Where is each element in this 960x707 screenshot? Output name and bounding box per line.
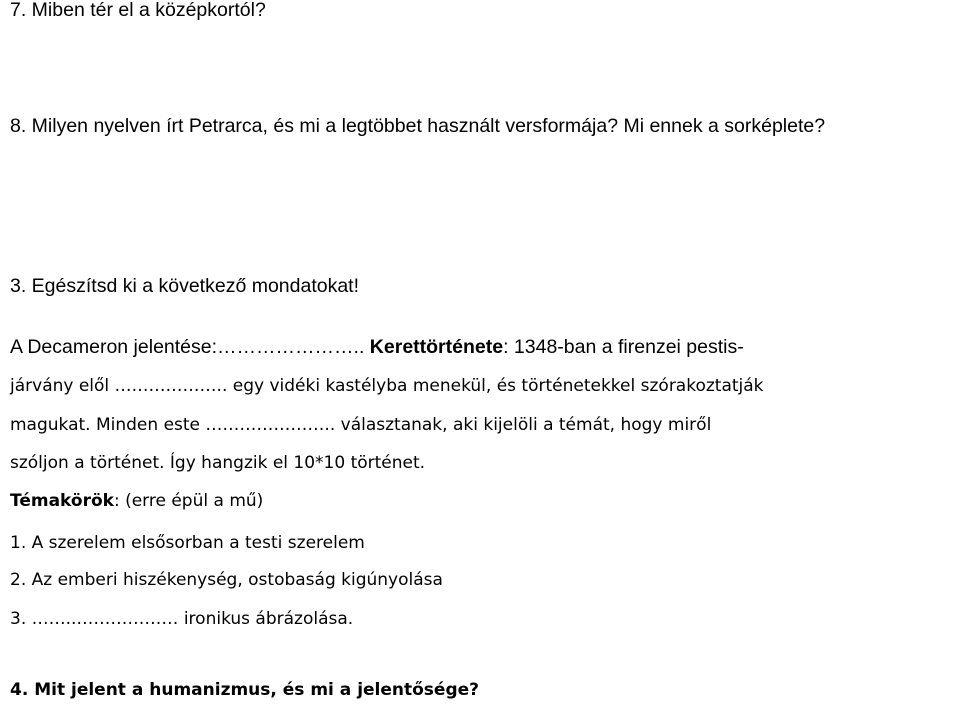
frame-story-label: Kerettörténete	[369, 336, 504, 358]
topic-item-1: 1. A szerelem elsősorban a testi szerelem	[10, 533, 365, 553]
frame-story-text: : 1348-ban a firenzei pestis-	[503, 336, 744, 358]
topic-item-3: 3. ……..……………… ironikus ábrázolása.	[10, 609, 354, 629]
topics-note: : (erre épül a mű)	[113, 491, 264, 511]
question-4: 4. Mit jelent a humanizmus, és mi a jelentősége?	[10, 680, 480, 700]
task-3-line-1	[10, 335, 744, 359]
task-3-line-2: járvány elől ……………….. egy vidéki kastélyba menekül, és történetekkel szórakoztatják	[10, 376, 764, 396]
topic-item-2: 2. Az emberi hiszékenység, ostobaság kigúnyolása	[10, 570, 443, 590]
task-3-title: 3. Egészítsd ki a következő mondatokat!	[10, 275, 360, 297]
topics-heading	[10, 489, 263, 513]
decameron-meaning-text: A Decameron jelentése:…………………..	[10, 336, 370, 358]
topics-label: Témakörök	[10, 491, 114, 511]
task-3-line-3	[10, 413, 711, 437]
task-3-line-3-text: magukat. Minden este ………………….. választanak, aki kijelöli a témát, hogy miről	[10, 415, 712, 435]
task-3-line-4: szóljon a történet. Így hangzik el 10*10 történet.	[10, 453, 426, 473]
question-8: 8. Milyen nyelven írt Petrarca, és mi a legtöbbet használt versformája? Mi ennek a sorképlete?	[10, 115, 826, 137]
question-7: 7. Miben tér el a középkortól?	[10, 0, 266, 21]
